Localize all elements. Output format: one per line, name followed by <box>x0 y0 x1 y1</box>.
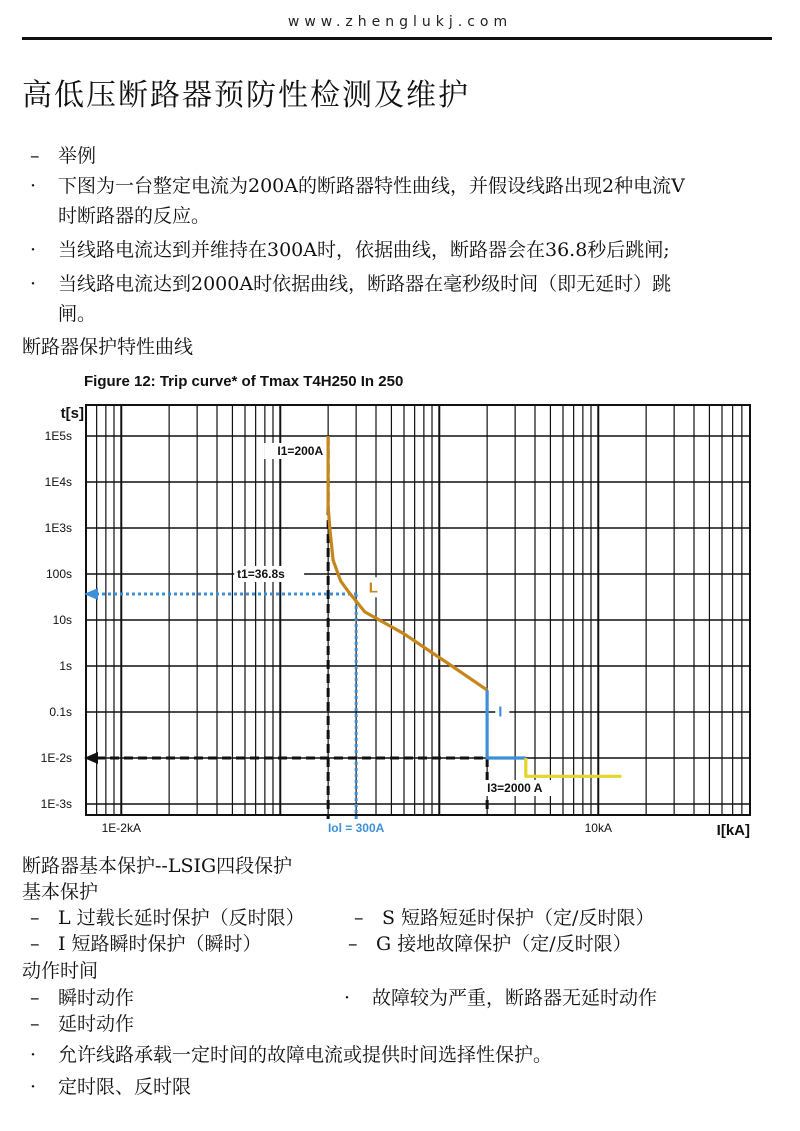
y-axis-label: t[s] <box>60 405 84 422</box>
i3-marker-label: I3=2000 A <box>487 781 543 795</box>
dash-marker: – <box>354 907 364 929</box>
y-tick-label: 1s <box>59 659 72 673</box>
bullet-marker: · <box>30 239 37 261</box>
timing-delayed <box>22 1010 134 1038</box>
bullet-3-line-2: 闸。 <box>58 303 97 325</box>
y-tick-label: 1E4s <box>44 475 72 489</box>
protection-g <box>340 930 632 958</box>
protection-l <box>22 904 305 932</box>
dash-marker: – <box>30 987 40 1009</box>
x-axis-label: I[kA] <box>716 822 750 839</box>
timing-instant-note-text: 故障较为严重，断路器无延时动作 <box>372 987 658 1009</box>
protection-s-text: S 短路短延时保护（定/反时限） <box>382 907 655 929</box>
protection-i <box>22 930 262 958</box>
protection-g-text: G 接地故障保护（定/反时限） <box>376 933 632 955</box>
dash-marker: – <box>348 933 358 955</box>
y-tick-label: 1E-3s <box>40 797 72 811</box>
i1-marker-label: I1=200A <box>277 444 324 458</box>
timing-delayed-note <box>22 1041 552 1069</box>
bullet-3-line-1: 当线路电流达到2000A时依据曲线，断路器在毫秒级时间（即无延时）跳 <box>58 273 672 295</box>
y-tick-label: 1E3s <box>44 521 72 535</box>
curve-l-label: L <box>368 579 378 597</box>
dash-marker: – <box>30 145 40 167</box>
y-tick-label: 0.1s <box>49 705 72 719</box>
y-tick-label: 1E5s <box>44 429 72 443</box>
dash-marker: – <box>30 933 40 955</box>
t1-time-label: t1=36.8s <box>237 566 285 581</box>
chart-curves <box>328 436 621 776</box>
timing-instant-note <box>336 984 657 1012</box>
y-tick-label: 10s <box>52 613 72 627</box>
bullet-marker: · <box>30 1044 37 1066</box>
curve-i-label: I <box>498 703 503 721</box>
bullet-1-line-2: 时断路器的反应。 <box>58 205 211 227</box>
y-tick-label: 1E-2s <box>40 751 72 765</box>
timing-heading: 动作时间 <box>22 960 99 982</box>
site-url[interactable]: www.zhenglukj.com <box>287 14 513 30</box>
chart-guides <box>84 436 487 819</box>
dash-marker: – <box>30 907 40 929</box>
bullet-1-line-1: 下图为一台整定电流为200A的断路器特性曲线，并假设线路出现2种电流V <box>58 175 685 197</box>
timing-types <box>22 1073 191 1101</box>
dash-marker: – <box>30 1013 40 1035</box>
y-tick-label: 100s <box>45 567 72 581</box>
bullet-marker: · <box>30 175 37 197</box>
timing-delayed-text: 延时动作 <box>58 1013 135 1035</box>
bullet-marker: · <box>30 273 37 295</box>
curve-i <box>487 690 526 758</box>
bullet-marker: · <box>344 987 351 1009</box>
protection-l-text: L 过载长延时保护（反时限） <box>58 907 305 929</box>
chart-gridlines <box>86 405 750 815</box>
x-tick-label: 10kA <box>584 821 612 835</box>
example-text: 举例 <box>58 145 97 167</box>
timing-instant <box>22 984 134 1012</box>
curve-l <box>328 436 487 690</box>
plot-frame <box>86 405 750 815</box>
protection-heading: 断路器基本保护--LSIG四段保护 <box>22 855 293 877</box>
timing-types-text: 定时限、反时限 <box>58 1076 192 1098</box>
x-tick-label: 1E-2kA <box>101 821 141 835</box>
timing-delayed-note-text: 允许线路承载一定时间的故障电流或提供时间选择性保护。 <box>58 1044 553 1066</box>
bullet-2-text: 当线路电流达到并维持在300A时，依据曲线，断路器会在36.8秒后跳闸; <box>58 239 670 261</box>
timing-instant-text: 瞬时动作 <box>58 987 135 1009</box>
page-title: 高低压断路器预防性检测及维护 <box>22 78 470 113</box>
protection-s <box>346 904 654 932</box>
chart-heading: 断路器保护特性曲线 <box>22 336 194 358</box>
chart-title: Figure 12: Trip curve* of Tmax T4H250 In 250 <box>84 373 404 390</box>
iol-marker-label: Iol = 300A <box>327 821 385 835</box>
bullet-marker: · <box>30 1076 37 1098</box>
protection-i-text: I 短路瞬时保护（瞬时） <box>58 933 262 955</box>
basic-protection-heading: 基本保护 <box>22 881 99 903</box>
